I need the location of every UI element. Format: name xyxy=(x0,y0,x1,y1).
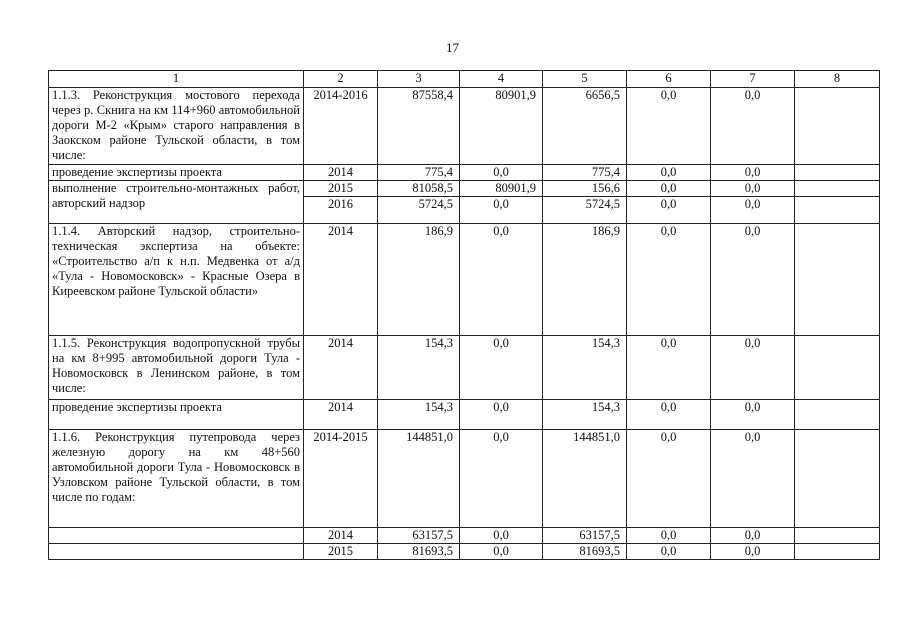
page-number: 17 xyxy=(446,40,459,55)
row-year: 2014 xyxy=(304,224,378,336)
column-header: 2 xyxy=(304,71,378,88)
row-value-4: 80901,9 xyxy=(460,88,543,165)
row-value-8 xyxy=(795,400,880,430)
row-value-7: 0,0 xyxy=(711,528,795,544)
row-value-6: 0,0 xyxy=(627,336,711,400)
row-value-5: 186,9 xyxy=(543,224,627,336)
row-description xyxy=(49,528,304,544)
row-value-3: 186,9 xyxy=(378,224,460,336)
row-value-6: 0,0 xyxy=(627,181,711,197)
row-value-7: 0,0 xyxy=(711,430,795,528)
row-value-7: 0,0 xyxy=(711,224,795,336)
row-value-8 xyxy=(795,181,880,197)
row-year: 2014-2015 xyxy=(304,430,378,528)
table-row xyxy=(49,88,880,165)
table-row xyxy=(49,181,880,197)
row-value-4: 0,0 xyxy=(460,336,543,400)
row-value-5: 156,6 xyxy=(543,181,627,197)
row-value-5: 144851,0 xyxy=(543,430,627,528)
row-description: 1.1.5. Реконструкция водопропускной трубы на км 8+995 автомобильной дороги Тула - Новомосковск в Ленинском районе, в том числе: xyxy=(49,336,304,400)
row-value-3: 144851,0 xyxy=(378,430,460,528)
row-value-4: 0,0 xyxy=(460,165,543,181)
row-value-8 xyxy=(795,528,880,544)
column-header: 3 xyxy=(378,71,460,88)
table-row xyxy=(49,165,880,181)
row-value-6: 0,0 xyxy=(627,544,711,560)
row-value-4: 80901,9 xyxy=(460,181,543,197)
row-value-4: 0,0 xyxy=(460,528,543,544)
row-value-6: 0,0 xyxy=(627,400,711,430)
row-value-3: 154,3 xyxy=(378,400,460,430)
row-year: 2015 xyxy=(304,181,378,197)
table-row xyxy=(49,224,880,336)
column-header: 1 xyxy=(49,71,304,88)
row-value-3: 87558,4 xyxy=(378,88,460,165)
row-value-6: 0,0 xyxy=(627,430,711,528)
row-value-8 xyxy=(795,336,880,400)
row-value-5: 81693,5 xyxy=(543,544,627,560)
row-value-4: 0,0 xyxy=(460,224,543,336)
column-header: 5 xyxy=(543,71,627,88)
row-year: 2014 xyxy=(304,400,378,430)
row-value-7: 0,0 xyxy=(711,197,795,224)
row-description: проведение экспертизы проекта xyxy=(49,165,304,181)
table-header-row xyxy=(49,71,880,88)
column-header: 6 xyxy=(627,71,711,88)
row-value-7: 0,0 xyxy=(711,336,795,400)
row-value-7: 0,0 xyxy=(711,165,795,181)
row-year: 2014-2016 xyxy=(304,88,378,165)
row-value-6: 0,0 xyxy=(627,88,711,165)
row-value-3: 81693,5 xyxy=(378,544,460,560)
row-value-7: 0,0 xyxy=(711,181,795,197)
row-value-6: 0,0 xyxy=(627,528,711,544)
row-description: 1.1.4. Авторский надзор, строительно-техническая экспертиза на объекте: «Строительство а/п к н.п. Медвенка от а/д «Тула - Новомосковск» - Красные Озера в Киреевском районе Тульской области» xyxy=(49,224,304,336)
row-value-4: 0,0 xyxy=(460,430,543,528)
row-value-8 xyxy=(795,165,880,181)
row-value-3: 63157,5 xyxy=(378,528,460,544)
row-value-8 xyxy=(795,544,880,560)
row-year: 2016 xyxy=(304,197,378,224)
row-description: 1.1.6. Реконструкция путепровода через железную дорогу на км 48+560 автомобильной дороги Тула - Новомосковск в Узловском районе Тульской области, в том числе по годам: xyxy=(49,430,304,528)
row-value-6: 0,0 xyxy=(627,197,711,224)
row-value-4: 0,0 xyxy=(460,544,543,560)
table-row xyxy=(49,400,880,430)
row-value-8 xyxy=(795,88,880,165)
row-value-5: 154,3 xyxy=(543,400,627,430)
table-row xyxy=(49,336,880,400)
column-header: 8 xyxy=(795,71,880,88)
row-value-3: 775,4 xyxy=(378,165,460,181)
row-value-6: 0,0 xyxy=(627,224,711,336)
row-value-4: 0,0 xyxy=(460,400,543,430)
column-header: 7 xyxy=(711,71,795,88)
row-value-5: 5724,5 xyxy=(543,197,627,224)
row-description: проведение экспертизы проекта xyxy=(49,400,304,430)
row-value-8 xyxy=(795,430,880,528)
row-value-5: 154,3 xyxy=(543,336,627,400)
row-year: 2015 xyxy=(304,544,378,560)
row-value-4: 0,0 xyxy=(460,197,543,224)
row-value-7: 0,0 xyxy=(711,544,795,560)
row-value-3: 81058,5 xyxy=(378,181,460,197)
table-row xyxy=(49,430,880,528)
row-value-8 xyxy=(795,224,880,336)
column-header: 4 xyxy=(460,71,543,88)
table-row xyxy=(49,528,880,544)
table-row xyxy=(49,544,880,560)
row-year: 2014 xyxy=(304,165,378,181)
row-value-6: 0,0 xyxy=(627,165,711,181)
row-year: 2014 xyxy=(304,336,378,400)
row-value-5: 6656,5 xyxy=(543,88,627,165)
row-year: 2014 xyxy=(304,528,378,544)
budget-table xyxy=(48,70,880,560)
row-description: 1.1.3. Реконструкция мостового перехода через р. Скнига на км 114+960 автомобильной дороги М-2 «Крым» старого направления в Заокском районе Тульской области, в том числе: xyxy=(49,88,304,165)
row-value-5: 775,4 xyxy=(543,165,627,181)
row-value-5: 63157,5 xyxy=(543,528,627,544)
row-value-3: 5724,5 xyxy=(378,197,460,224)
row-description xyxy=(49,544,304,560)
row-description: выполнение строительно-монтажных работ, авторский надзор xyxy=(49,181,304,224)
row-value-3: 154,3 xyxy=(378,336,460,400)
row-value-7: 0,0 xyxy=(711,400,795,430)
row-value-7: 0,0 xyxy=(711,88,795,165)
